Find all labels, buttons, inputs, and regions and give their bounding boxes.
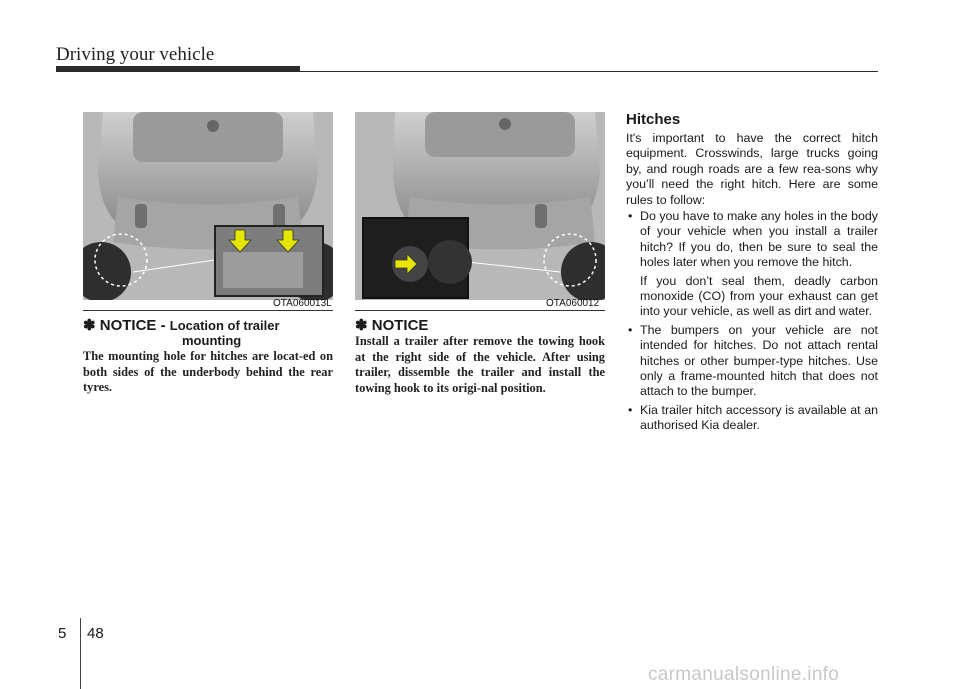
notice-heading: [355, 316, 428, 334]
list-item-text: Do you have to make any holes in the body of your vehicle when you install a trailer hitch? If you do, then be sure to seal the holes later when you remove the hitch.: [640, 209, 878, 270]
list-item-text: The bumpers on your vehicle are not intended for hitches. Do not attach rental hitches or other bumper-type hitches. Use only a frame-mounted hitch that does not attach to the bumper.: [640, 322, 878, 399]
list-item: [626, 323, 878, 400]
notice-subtitle-line2: mounting: [182, 333, 242, 348]
figure-hitch-mounting-holes: [83, 112, 333, 300]
rules-list: [626, 209, 878, 437]
notice-body: Install a trailer after remove the towing hook at the right side of the vehicle. After using trailer, dissemble the trailer and install the towing hook to its origi-nal position.: [355, 334, 605, 395]
list-item-text: If you don’t seal them, deadly carbon monoxide (CO) from your exhaust can get into your vehicle, as well as dirt and water.: [640, 273, 878, 319]
watermark: carmanualsonline.info: [648, 664, 840, 685]
section-number: 5: [58, 625, 67, 642]
bullet-icon: •: [628, 209, 633, 223]
notice-star-icon: ✽: [83, 317, 96, 334]
bullet-icon: •: [628, 402, 633, 417]
list-item: [626, 403, 878, 434]
towing-hook-location-image: [355, 112, 605, 300]
car-rear-hitch-points-image: [83, 112, 333, 300]
section-intro: It's important to have the correct hitch equipment. Crosswinds, large trucks going by, and rough roads are a few rea-sons why you’ll need the right hitch. Here are some rules to follow:: [626, 131, 878, 207]
notice-star-icon: ✽: [355, 317, 368, 334]
bullet-icon: •: [628, 322, 633, 337]
figure-caption: OTA060013L: [273, 298, 332, 309]
figure-towing-hook: [355, 112, 605, 300]
page-number-divider: [80, 618, 81, 689]
header-rule-thin: [56, 71, 878, 72]
list-item: [626, 209, 878, 320]
figure-caption-rule: [83, 310, 333, 311]
list-item-text: Kia trailer hitch accessory is available at an authorised Kia dealer.: [640, 402, 878, 433]
notice-label: NOTICE -: [99, 317, 166, 334]
notice-heading: [83, 316, 280, 334]
figure-caption: OTA060012: [546, 298, 600, 309]
notice-body: The mounting hole for hitches are locat-ed on both sides of the underbody behind the rear tyres.: [83, 349, 333, 394]
figure-caption-rule: [355, 310, 605, 311]
notice-subtitle: Location of trailer: [169, 318, 280, 333]
section-title: Hitches: [626, 111, 681, 128]
notice-label: NOTICE: [371, 317, 429, 334]
page-header-title: Driving your vehicle: [56, 44, 215, 65]
page-number: 48: [87, 625, 104, 642]
